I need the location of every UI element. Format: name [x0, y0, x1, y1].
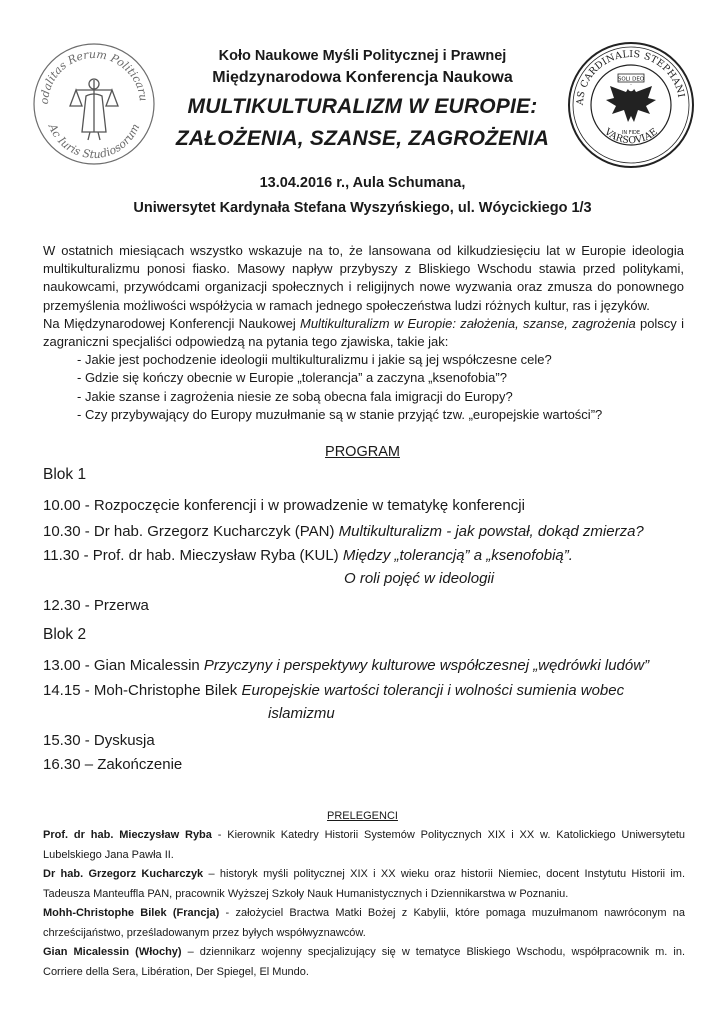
speaker-name: Mohh-Christophe Bilek (Francja) [43, 907, 220, 919]
question-item: - Gdzie się kończy obecnie w Europie „tolerancja” a zaczyna „ksenofobia”? [77, 370, 507, 386]
logo-right-motto: IN FIDE [621, 130, 641, 136]
logo-right-ring-text: AS CARDINALIS STEPHANI [574, 48, 687, 106]
intro-paragraph-1: W ostatnich miesiącach wszystko wskazuje na to, że lansowana od kilkudziesięciu lat w Europie ideologia multikulturalizmu ponosi fiasko. Masowy napływ przybyszy z Bliskiego Wschodu stawia przed politykami, naukowcami, przywódcami organizacji społecznych i religijnych nowe wyzwania oraz zmusza do ponownego przemyślenia możliwości współżycia w ramach jednego społeczeństwa ludzi różnych kultur, ras i języków. [43, 243, 684, 313]
speaker-name: Prof. dr hab. Mieczysław Ryba [43, 829, 212, 841]
program-item-text: 10.30 - Dr hab. Grzegorz Kucharczyk (PAN) [43, 523, 339, 540]
intro-paragraph-2-prefix: Na Międzynarodowej Konferencji Naukowej [43, 315, 300, 331]
speaker-entry [43, 826, 685, 866]
logo-right-ribbon: SOLI DEO [617, 76, 645, 83]
speaker-entry [43, 865, 685, 905]
program-item [43, 546, 685, 566]
conference-type: Międzynarodowa Konferencja Naukowa [212, 69, 513, 86]
program-heading: PROGRAM [325, 444, 400, 460]
program-item-topic: Między „tolerancją” a „ksenofobią”. [342, 547, 573, 564]
question-item: - Jakie jest pochodzenie ideologii multikulturalizmu i jakie są jej współczesne cele? [77, 352, 552, 368]
program-item [43, 596, 685, 616]
speaker-name: Dr hab. Grzegorz Kucharczyk [43, 868, 204, 880]
speaker-bio: - założyciel Bractwa Matki Bożej z Kabylii, które pomaga muzułmanom nawróconym na chrześcijaństwo, prześladowanym przez byłych współwyznawców. [43, 907, 685, 939]
program-item-topic: Przyczyny i perspektywy kulturowe współczesnej „wędrówki ludów” [203, 657, 650, 674]
speaker-bio: - Kierownik Katedry Historii Systemów Politycznych XIX i XX w. Katolickiego Uniwersytetu Lubelskiego Jana Pawła II. [43, 829, 686, 861]
question-item: - Jakie szanse i zagrożenia niesie ze sobą obecna fala imigracji do Europy? [77, 388, 513, 404]
block-2-heading: Blok 2 [43, 626, 87, 643]
program-item-topic-continued: islamizmu [268, 705, 335, 722]
program-item [43, 656, 685, 676]
logo-right-bottom-text: VARSOVIAE [602, 126, 660, 147]
intro-section [43, 242, 684, 424]
intro-paragraph-2-title: Multikulturalizm w Europie: założenia, szanse, zagrożenia [300, 315, 636, 331]
program-item-text: 16.30 – Zakończenie [43, 756, 183, 773]
program-item-text: 12.30 - Przerwa [43, 597, 149, 614]
program-item-text: 15.30 - Dyskusja [43, 732, 155, 749]
program-item-text: 11.30 - Prof. dr hab. Mieczysław Ryba (KUL) [43, 547, 343, 564]
conference-date: 13.04.2016 r., Aula Schumana, [259, 175, 466, 191]
program-item-text: 10.00 - Rozpoczęcie konferencji i w prowadzenie w tematykę konferencji [43, 497, 525, 514]
program-item-topic: Multikulturalizm - jak powstał, dokąd zmierza? [338, 523, 644, 540]
intro-paragraph-2 [43, 315, 684, 351]
program-item [43, 522, 685, 542]
logo-left-text-top: odalitas Rerum Politicaru [37, 47, 150, 105]
logo-left-text-bottom: Ac Iuris Studiosorum [45, 121, 143, 162]
question-item: - Czy przybywający do Europy muzułmanie są w stanie przyjąć tzw. „europejskie wartości”? [77, 406, 603, 422]
speaker-entry [43, 904, 685, 944]
speaker-name: Gian Micalessin (Włochy) [43, 946, 182, 958]
conference-title-line-1: MULTIKULTURALIZM W EUROPIE: [187, 95, 538, 118]
program-item-text: 13.00 - Gian Micalessin [43, 657, 204, 674]
speakers-heading: PRELEGENCI [327, 810, 398, 822]
program-item [43, 755, 685, 775]
speaker-entry [43, 943, 685, 983]
program-item-topic: Europejskie wartości tolerancji i wolności sumienia wobec [241, 682, 625, 699]
conference-venue: Uniwersytet Kardynała Stefana Wyszyńskiego, ul. Wóycickiego 1/3 [133, 200, 592, 216]
program-item [43, 496, 685, 516]
intro-paragraph-2-suffix: polscy i zagraniczni specjaliści odpowiedzą na pytania tego zjawiska, takie jak: [43, 315, 684, 350]
question-list [43, 351, 684, 424]
speaker-bio: – historyk myśli politycznej XIX i XX wieku oraz historii Niemiec, docent Instytutu Historii im. Tadeusza Manteuffla PAN, pracownik Wyższej Szkoły Nauk Humanistycznych i Dziennikarstwa w Poznaniu. [43, 868, 686, 900]
program-item [43, 731, 685, 751]
program-item-topic-continued: O roli pojęć w ideologii [344, 570, 495, 587]
program-item-text: 14.15 - Moh-Christophe Bilek [43, 682, 242, 699]
organization-name: Koło Naukowe Myśli Politycznej i Prawnej [218, 48, 507, 64]
speaker-bio: – dziennikarz wojenny specjalizujący się w tematyce Bliskiego Wschodu, współpracownik m. in. Corriere della Sera, Libération, Der Spiegel, El Mundo. [43, 946, 685, 978]
program-item [43, 681, 685, 701]
block-1-heading: Blok 1 [43, 466, 87, 483]
conference-title-line-2: ZAŁOŻENIA, SZANSE, ZAGROŻENIA [175, 127, 550, 150]
